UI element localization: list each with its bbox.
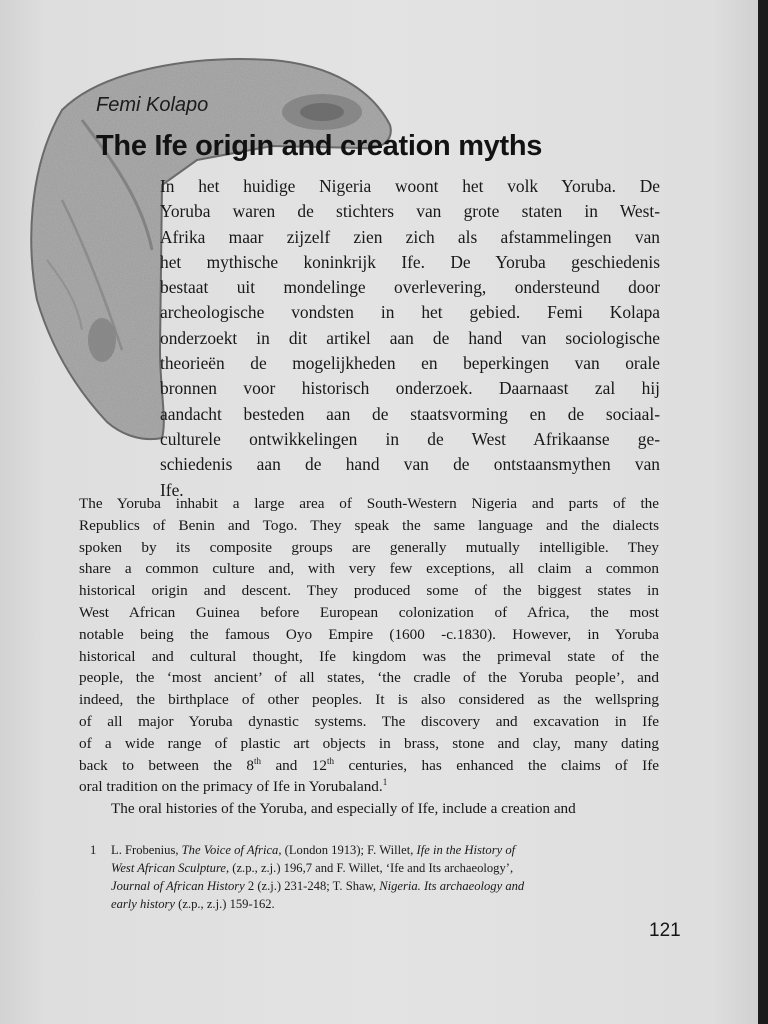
body-text-run: and 12 [261,756,327,774]
body-paragraph [79,493,659,820]
footnote-text [111,841,665,913]
author-name: Femi Kolapo [96,94,209,116]
footnote-line [111,859,665,877]
footnote-run: (z.p., z.j.) 196,7 and F. Willet, ‘Ife and Its archaeology’, [229,861,514,875]
footnote-line [111,895,665,913]
abstract-line: theorieën de mogelijkheden en beperkingen van orale [160,353,660,374]
abstract-line: In het huidige Nigeria woont het volk Yoruba. De [160,176,660,196]
abstract-line: archeologische vondsten in het gebied. Femi Kolapa [160,302,660,323]
abstract-line: Ife. [160,479,184,500]
superscript: th [327,755,335,766]
footnote-italic: West African Sculpture, [111,861,230,875]
article-title: The Ife origin and creation myths [96,130,543,162]
body-line: Republics of Benin and Togo. They speak the same language and the dialects [79,516,659,534]
body-line: The oral histories of the Yoruba, and especially of Ife, include a creation and [111,800,576,818]
footnote-line [111,877,665,895]
body-text-run: oral tradition on the primacy of Ife in Yorubaland. [79,778,383,796]
body-line: spoken by its composite groups are generally mutually intelligible. They [79,538,659,556]
body-line: The Yoruba inhabit a large area of South-Western Nigeria and parts of the [79,495,659,512]
footnote-run: (London 1913); F. Willet, [281,843,417,857]
abstract-line: aandacht besteden aan de staatsvorming en de sociaal- [160,403,660,424]
body-line: people, the ‘most ancient’ of all states, ‘the cradle of the Yoruba people’, and [79,669,659,687]
abstract-line: onderzoekt in dit artikel aan de hand van sociologische [160,327,660,348]
abstract-line: Afrika maar zijzelf zien zich als afstammelingen van [160,226,660,247]
body-line: historical and cultural thought, Ife kingdom was the primeval state of the [79,647,659,665]
abstract-line: Yoruba waren de stichters van grote staten in West- [160,201,660,222]
body-text-run: centuries, has enhanced the claims of Ife [334,756,659,774]
footnote-italic: Ife in the History of [416,843,516,857]
footnote-italic: early history [111,897,176,911]
body-line: West African Guinea before European colonization of Africa, the most [79,603,659,621]
body-line [79,755,659,777]
body-line: historical origin and descent. They produced some of the biggest states in [79,582,659,600]
footnote-number: 1 [90,843,97,857]
body-line: share a common culture and, with very few exceptions, all claim a common [79,560,659,578]
footnote-line [111,841,665,859]
abstract-paragraph [160,174,660,503]
footnote-run: L. Frobenius, [111,843,182,857]
body-line: indeed, the birthplace of other peoples. It is also considered as the wellspring [79,691,659,709]
footnote-reference: 1 [382,777,388,788]
body-line: of all major Yoruba dynastic systems. The discovery and excavation in Ife [79,712,659,730]
abstract-line: culturele ontwikkelingen in de West Afrikaanse ge- [160,428,660,449]
body-line: notable being the famous Oyo Empire (1600 -c.1830). However, in Yoruba [79,625,659,643]
footnote-italic: The Voice of Africa, [181,843,282,857]
footnote-run: (z.p., z.j.) 159-162. [175,897,275,911]
body-line: of a wide range of plastic art objects in brass, stone and clay, many dating [79,734,659,752]
footnote-italic: Nigeria. Its archaeology and [379,879,525,893]
superscript: th [253,755,261,766]
body-text-run: back to between the 8 [79,756,254,774]
abstract-line: bestaat uit mondelinge overlevering, ondersteund door [160,277,660,298]
footnote-run: 2 (z.j.) 231-248; T. Shaw, [244,879,380,893]
page-number: 121 [649,920,681,941]
abstract-line: bronnen voor historisch onderzoek. Daarnaast zal hij [160,378,660,399]
footnote-italic: Journal of African History [111,879,245,893]
body-line [79,776,659,798]
abstract-line: het mythische koninkrijk Ife. De Yoruba geschiedenis [160,251,660,272]
abstract-line: schiedenis aan de hand van de ontstaansmythen van [160,454,660,475]
